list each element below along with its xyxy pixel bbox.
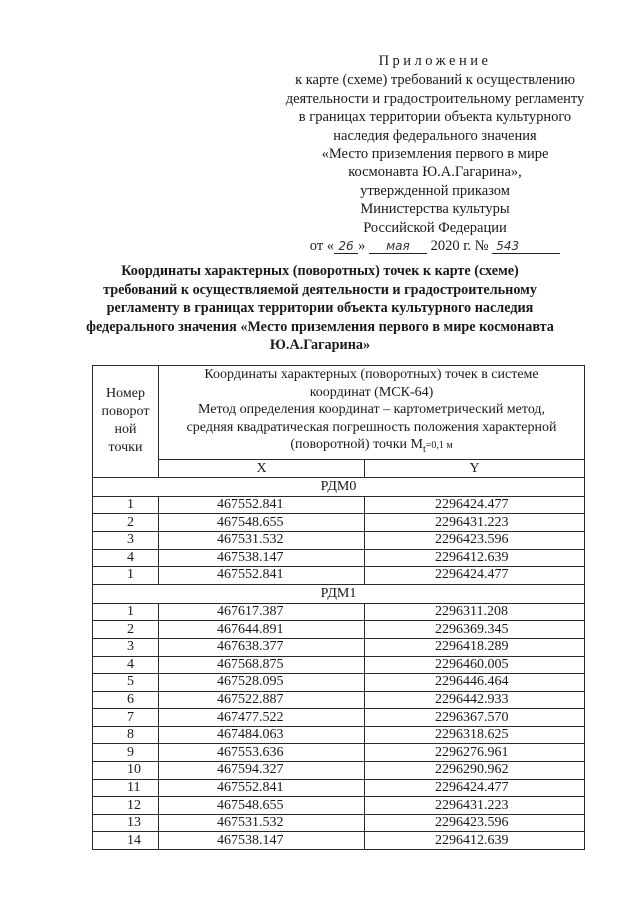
y-coordinate-cell: 2296367.570 bbox=[365, 709, 585, 727]
x-coordinate-cell: 467531.532 bbox=[159, 814, 365, 832]
title-line: федерального значения «Место приземления первого в мире космонавта bbox=[86, 318, 554, 335]
title-line: требований к осуществляемой деятельности и градостроительному bbox=[103, 281, 537, 298]
y-coordinate-cell: 2296446.464 bbox=[365, 674, 585, 692]
table-row bbox=[93, 567, 585, 585]
table-row bbox=[93, 814, 585, 832]
group-title: РДМ1 bbox=[93, 584, 585, 603]
header-desc-line: средняя квадратическая погрешность положения характерной bbox=[186, 419, 557, 435]
point-number-cell: 4 bbox=[93, 656, 159, 674]
column-header-x: X bbox=[159, 459, 365, 477]
point-number-cell: 10 bbox=[93, 762, 159, 780]
y-coordinate-cell: 2296424.477 bbox=[365, 779, 585, 797]
header-word: Номер bbox=[106, 386, 145, 402]
point-number-cell: 5 bbox=[93, 674, 159, 692]
y-coordinate-cell: 2296412.639 bbox=[365, 832, 585, 850]
x-coordinate-cell: 467644.891 bbox=[159, 621, 365, 639]
y-coordinate-cell: 2296423.596 bbox=[365, 531, 585, 549]
header-point-number bbox=[93, 366, 159, 478]
y-coordinate-cell: 2296290.962 bbox=[365, 762, 585, 780]
x-coordinate-cell: 467548.655 bbox=[159, 514, 365, 532]
table-row bbox=[93, 656, 585, 674]
x-coordinate-cell: 467617.387 bbox=[159, 603, 365, 621]
table-row bbox=[93, 744, 585, 762]
point-number-cell: 13 bbox=[93, 814, 159, 832]
header-word: ной bbox=[114, 422, 137, 438]
point-number-cell: 2 bbox=[93, 514, 159, 532]
table-row bbox=[93, 549, 585, 567]
point-number-cell: 12 bbox=[93, 797, 159, 815]
header-desc-line: Координаты характерных (поворотных) точек в системе bbox=[204, 367, 539, 382]
point-number-cell: 1 bbox=[93, 496, 159, 514]
point-number-cell: 14 bbox=[93, 832, 159, 850]
y-coordinate-cell: 2296431.223 bbox=[365, 514, 585, 532]
point-number-cell: 8 bbox=[93, 726, 159, 744]
x-coordinate-cell: 467484.063 bbox=[159, 726, 365, 744]
x-coordinate-cell: 467552.841 bbox=[159, 567, 365, 585]
x-coordinate-cell: 467522.887 bbox=[159, 691, 365, 709]
group-title: РДМ0 bbox=[93, 477, 585, 496]
appendix-line: наследия федерального значения bbox=[333, 127, 537, 144]
x-coordinate-cell: 467531.532 bbox=[159, 531, 365, 549]
header-word: точки bbox=[108, 440, 143, 456]
table-row bbox=[93, 496, 585, 514]
x-coordinate-cell: 467538.147 bbox=[159, 549, 365, 567]
y-coordinate-cell: 2296424.477 bbox=[365, 567, 585, 585]
x-coordinate-cell: 467552.841 bbox=[159, 496, 365, 514]
point-number-cell: 3 bbox=[93, 531, 159, 549]
appendix-line: деятельности и градостроительному регламенту bbox=[285, 90, 585, 107]
y-coordinate-cell: 2296418.289 bbox=[365, 638, 585, 656]
point-number-cell: 6 bbox=[93, 691, 159, 709]
table-row bbox=[93, 621, 585, 639]
y-coordinate-cell: 2296423.596 bbox=[365, 814, 585, 832]
appendix-header bbox=[270, 52, 600, 255]
x-coordinate-cell: 467477.522 bbox=[159, 709, 365, 727]
group-row bbox=[93, 584, 585, 603]
header-description bbox=[159, 366, 585, 460]
column-header-y: Y bbox=[365, 459, 585, 477]
x-coordinate-cell: 467638.377 bbox=[159, 638, 365, 656]
x-coordinate-cell: 467548.655 bbox=[159, 797, 365, 815]
table-row bbox=[93, 531, 585, 549]
header-word: поворот bbox=[101, 404, 150, 420]
table-row bbox=[93, 726, 585, 744]
y-coordinate-cell: 2296369.345 bbox=[365, 621, 585, 639]
appendix-line: в границах территории объекта культурного bbox=[298, 109, 572, 126]
x-coordinate-cell: 467568.875 bbox=[159, 656, 365, 674]
y-coordinate-cell: 2296412.639 bbox=[365, 549, 585, 567]
group-row bbox=[93, 477, 585, 496]
table-row bbox=[93, 514, 585, 532]
point-number-cell: 7 bbox=[93, 709, 159, 727]
header-desc-subscript: t bbox=[422, 444, 426, 456]
order-month-handwritten: мая bbox=[369, 239, 427, 254]
y-coordinate-cell: 2296318.625 bbox=[365, 726, 585, 744]
table-row bbox=[93, 762, 585, 780]
order-prefix: от « bbox=[309, 238, 335, 255]
coordinates-table bbox=[92, 365, 585, 850]
table-row bbox=[93, 691, 585, 709]
x-coordinate-cell: 467553.636 bbox=[159, 744, 365, 762]
order-number-handwritten: 543 bbox=[492, 239, 560, 254]
table-row bbox=[93, 709, 585, 727]
x-coordinate-cell: 467594.327 bbox=[159, 762, 365, 780]
x-coordinate-cell: 467528.095 bbox=[159, 674, 365, 692]
appendix-line: Министерства культуры bbox=[360, 201, 510, 218]
table-row bbox=[93, 674, 585, 692]
order-day-handwritten: 26 bbox=[334, 239, 358, 254]
order-line bbox=[270, 237, 600, 255]
header-desc-line bbox=[159, 436, 584, 458]
appendix-line: космонавта Ю.А.Гагарина», bbox=[348, 164, 522, 181]
header-desc-last: (поворотной) точки M bbox=[290, 437, 423, 453]
table-row bbox=[93, 603, 585, 621]
order-year: 2020 г. № bbox=[430, 238, 489, 255]
point-number-cell: 1 bbox=[93, 567, 159, 585]
point-number-cell: 9 bbox=[93, 744, 159, 762]
y-coordinate-cell: 2296276.961 bbox=[365, 744, 585, 762]
appendix-line: к карте (схеме) требований к осуществлению bbox=[295, 72, 575, 89]
point-number-cell: 2 bbox=[93, 621, 159, 639]
table-row bbox=[93, 779, 585, 797]
appendix-line: «Место приземления первого в мире bbox=[321, 146, 549, 163]
x-coordinate-cell: 467538.147 bbox=[159, 832, 365, 850]
table-row bbox=[93, 832, 585, 850]
point-number-cell: 11 bbox=[93, 779, 159, 797]
point-number-cell: 1 bbox=[93, 603, 159, 621]
table-row bbox=[93, 638, 585, 656]
appendix-line: утвержденной приказом bbox=[360, 182, 510, 199]
point-number-cell: 4 bbox=[93, 549, 159, 567]
y-coordinate-cell: 2296431.223 bbox=[365, 797, 585, 815]
appendix-title: Приложение bbox=[378, 53, 492, 69]
point-number-cell: 3 bbox=[93, 638, 159, 656]
y-coordinate-cell: 2296442.933 bbox=[365, 691, 585, 709]
y-coordinate-cell: 2296311.208 bbox=[365, 603, 585, 621]
y-coordinate-cell: 2296424.477 bbox=[365, 496, 585, 514]
order-mid: » bbox=[358, 238, 366, 255]
title-line: Координаты характерных (поворотных) точек к карте (схеме) bbox=[121, 263, 519, 279]
table-row bbox=[93, 797, 585, 815]
document-title bbox=[60, 262, 580, 355]
header-desc-line: Метод определения координат – картометрический метод, bbox=[197, 402, 546, 418]
header-desc-value: =0,1 м bbox=[425, 440, 453, 452]
x-coordinate-cell: 467552.841 bbox=[159, 779, 365, 797]
y-coordinate-cell: 2296460.005 bbox=[365, 656, 585, 674]
title-line: Ю.А.Гагарина» bbox=[269, 337, 371, 354]
title-line: регламенту в границах территории объекта культурного наследия bbox=[106, 300, 534, 317]
header-desc-line: координат (МСК-64) bbox=[309, 384, 434, 400]
appendix-line: Российской Федерации bbox=[363, 219, 507, 236]
